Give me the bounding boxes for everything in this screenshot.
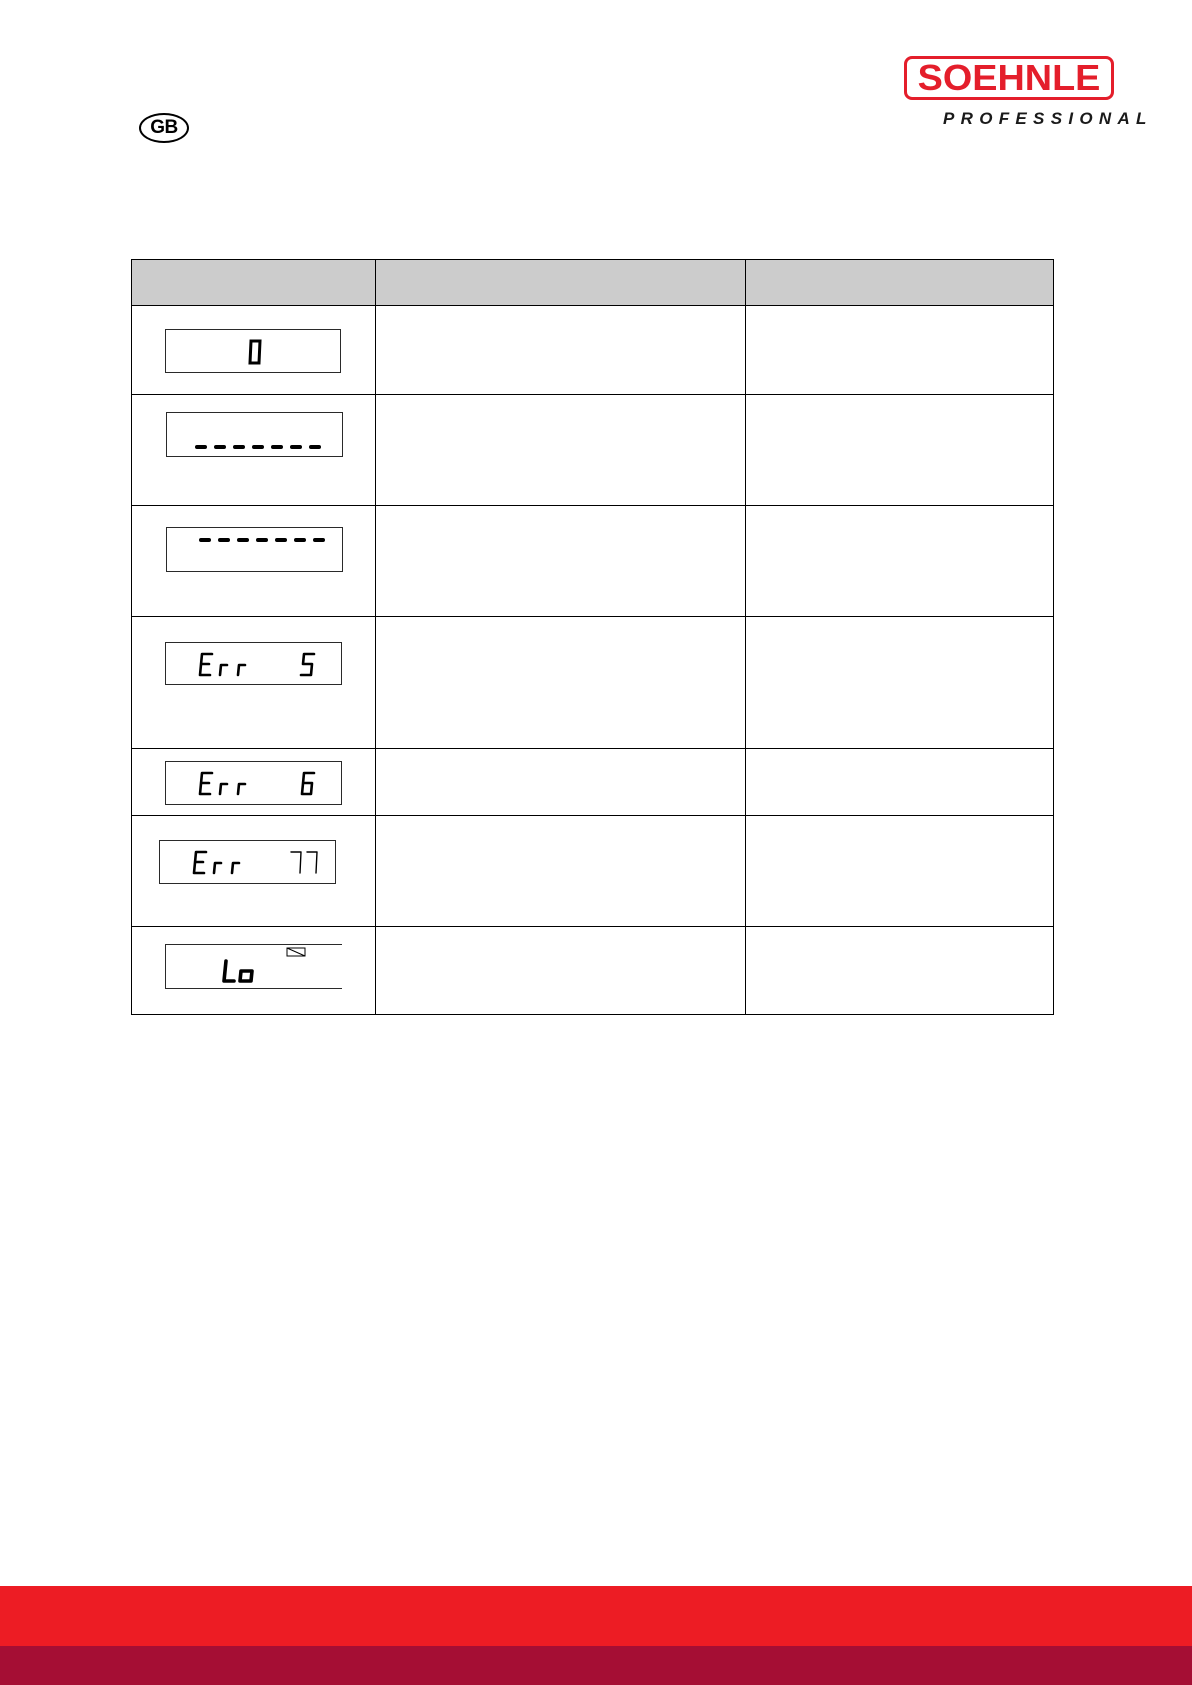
- table-cell-meaning: [376, 306, 746, 395]
- table-row: [132, 306, 1054, 395]
- table-cell-meaning: [376, 617, 746, 749]
- brand-name: SOEHNLE: [917, 57, 1101, 98]
- table-header-row: [132, 260, 1054, 306]
- table-cell-remedy: [746, 927, 1054, 1015]
- lcd-display-err-6: [165, 761, 342, 805]
- table-cell-display: [132, 395, 376, 506]
- table-cell-meaning: [376, 816, 746, 927]
- brand-subtitle: PROFESSIONAL: [943, 109, 1153, 128]
- table-cell-display: [132, 617, 376, 749]
- table-cell-remedy: [746, 816, 1054, 927]
- table-cell-display: [132, 749, 376, 816]
- table-cell-remedy: [746, 617, 1054, 749]
- footer-band-secondary: [0, 1646, 1192, 1685]
- brand-logo: [904, 56, 1114, 100]
- table-row: [132, 617, 1054, 749]
- table-row: [132, 506, 1054, 617]
- table-cell-remedy: [746, 749, 1054, 816]
- language-badge: GB: [139, 113, 189, 143]
- error-display-table: [131, 259, 1054, 1015]
- lcd-display-overload: [166, 527, 343, 572]
- table-cell-display: [132, 816, 376, 927]
- table-cell-display: [132, 306, 376, 395]
- table-row: [132, 749, 1054, 816]
- table-cell-remedy: [746, 395, 1054, 506]
- table-header-meaning: [376, 260, 746, 306]
- battery-icon: [287, 948, 305, 956]
- lcd-display-err-77: [159, 840, 336, 884]
- table-cell-remedy: [746, 506, 1054, 617]
- footer-band-primary: [0, 1586, 1192, 1646]
- table-cell-display: [132, 506, 376, 617]
- lcd-display-zero: [165, 329, 341, 373]
- table-cell-remedy: [746, 306, 1054, 395]
- table-cell-display: [132, 927, 376, 1015]
- table-cell-meaning: [376, 749, 746, 816]
- table-cell-meaning: [376, 395, 746, 506]
- table-row: [132, 927, 1054, 1015]
- table-cell-meaning: [376, 506, 746, 617]
- lcd-display-underload: [166, 412, 343, 457]
- table-row: [132, 395, 1054, 506]
- table-header-display: [132, 260, 376, 306]
- table-cell-meaning: [376, 927, 746, 1015]
- table-header-remedy: [746, 260, 1054, 306]
- lcd-display-lo: [165, 944, 342, 989]
- table-row: [132, 816, 1054, 927]
- lcd-display-err-5: [165, 642, 342, 685]
